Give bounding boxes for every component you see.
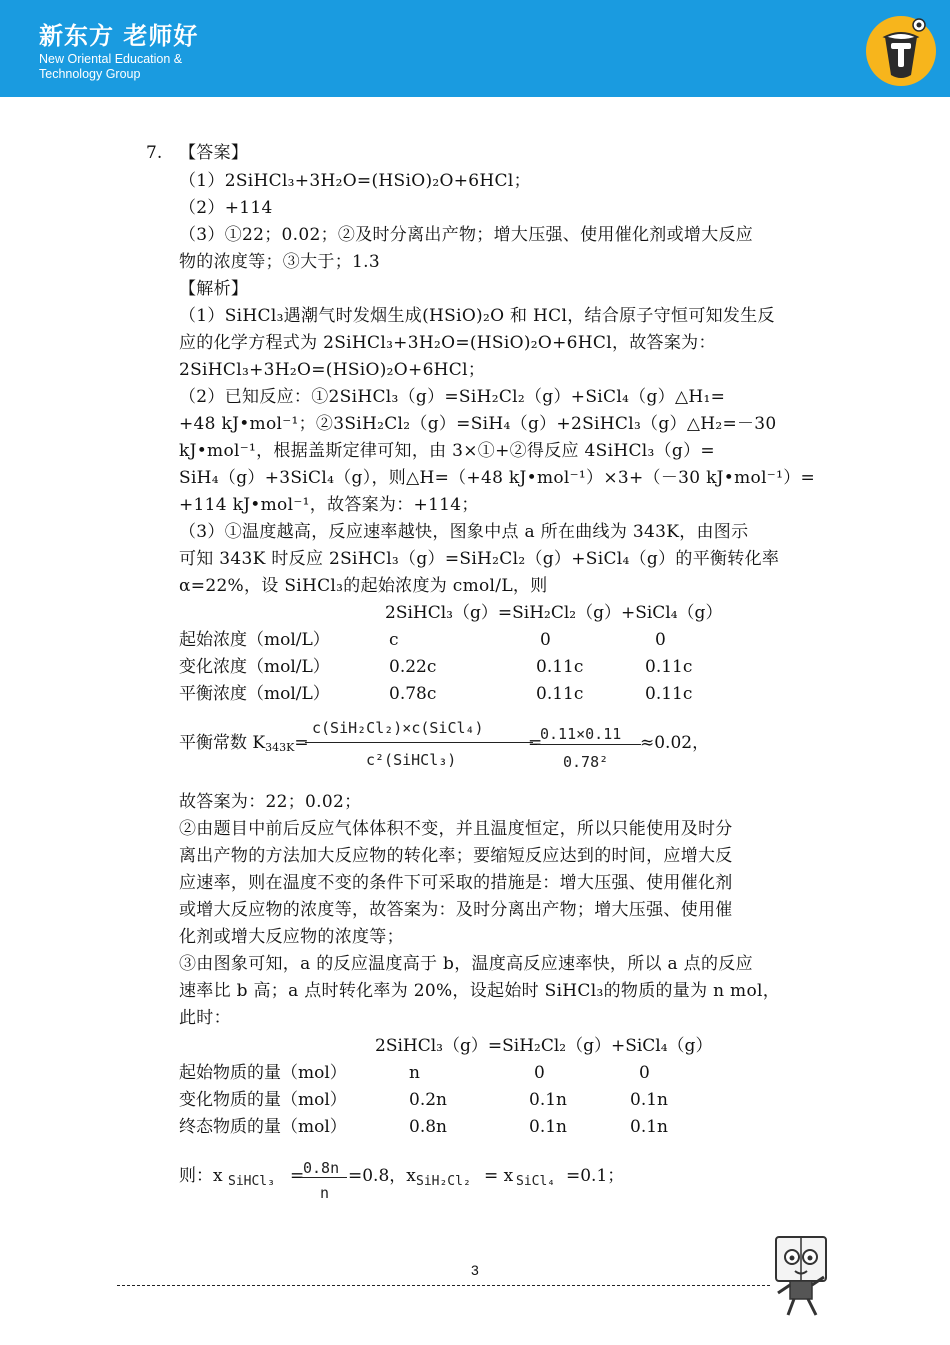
x-numerator: 0.8n — [303, 1159, 340, 1177]
answer-line-4: 物的浓度等；③大于；1.3 — [179, 252, 380, 272]
part1-line-1: （1）SiHCl₃遇潮气时发烟生成(HSiO)₂O 和 HCl，结合原子守恒可知发生反 — [179, 306, 775, 326]
mascot-icon — [770, 1233, 832, 1317]
table2-cell: 0.1n — [529, 1117, 567, 1137]
part3-line-2: 可知 343K 时反应 2SiHCl₃（g）=SiH₂Cl₂（g）+SiCl₄（g）的平衡转化率 — [179, 549, 780, 569]
x-prefix: 则：x — [179, 1166, 223, 1186]
part3b-line-5: 或增大反应物的浓度等，故答案为：及时分离出产物；增大压强、使用催 — [179, 900, 733, 920]
x-sub-1: SiHCl₃ — [228, 1174, 275, 1189]
part3b-line-8: 速率比 b 高；a 点时转化率为 20%，设起始时 SiHCl₃的物质的量为 n mol， — [179, 981, 781, 1001]
part3b-line-2: ②由题目中前后反应气体体积不变，并且温度恒定，所以只能使用及时分 — [179, 819, 733, 839]
part3b-line-6: 化剂或增大反应物的浓度等； — [179, 927, 404, 947]
table1-cell: 0 — [540, 630, 551, 650]
x-denominator: n — [320, 1184, 330, 1202]
part3b-line-4: 应速率，则在温度不变的条件下可采取的措施是：增大压强、使用催化剂 — [179, 873, 733, 893]
part3-line-1: （3）①温度越高，反应速率越快，图象中点 a 所在曲线为 343K，由图示 — [179, 522, 749, 542]
part2-line-5: +114 kJ•mol⁻¹，故答案为：+114； — [179, 495, 479, 515]
brand-english-line-2: Technology Group — [39, 67, 141, 81]
table2-cell: 0.8n — [409, 1117, 447, 1137]
table1-equation: 2SiHCl₃（g）=SiH₂Cl₂（g）+SiCl₄（g） — [385, 603, 723, 623]
table1-cell: 0.11c — [645, 657, 693, 677]
table2-row-label: 终态物质的量（mol） — [179, 1117, 347, 1137]
logo-icon — [861, 11, 941, 87]
k-numerator-1: c(SiH₂Cl₂)×c(SiCl₄) — [312, 719, 484, 737]
x-sub-2: SiH₂Cl₂ — [416, 1174, 471, 1189]
table1-cell: c — [389, 630, 399, 650]
part2-line-4: SiH₄（g）+3SiCl₄（g），则△H=（+48 kJ•mol⁻¹）×3+（－30 kJ•mol⁻¹）= — [179, 468, 816, 488]
table2-cell: 0.1n — [630, 1117, 668, 1137]
table1-cell: 0 — [655, 630, 666, 650]
table2-row-label: 起始物质的量（mol） — [179, 1063, 347, 1083]
table2-cell: 0.2n — [409, 1090, 447, 1110]
table2-cell: 0 — [534, 1063, 545, 1083]
part3b-line-3: 离出产物的方法加大反应物的转化率；要缩短反应达到的时间，应增大反 — [179, 846, 733, 866]
part2-line-1: （2）已知反应：①2SiHCl₃（g）=SiH₂Cl₂（g）+SiCl₄（g）△H₁= — [179, 387, 726, 407]
table2-cell: 0.1n — [630, 1090, 668, 1110]
answer-line-1: （1）2SiHCl₃+3H₂O=(HSiO)₂O+6HCl； — [179, 171, 531, 191]
header-banner — [0, 0, 950, 97]
x-middle: =0.8，x — [348, 1166, 416, 1186]
table2-cell: 0 — [639, 1063, 650, 1083]
k-numerator-2: 0.11×0.11 — [540, 725, 622, 743]
footer-divider — [117, 1285, 770, 1286]
page-number: 3 — [471, 1262, 479, 1278]
part2-line-2: +48 kJ•mol⁻¹；②3SiH₂Cl₂（g）=SiH₄（g）+2SiHCl₃（g）△H₂=－30 — [179, 414, 777, 434]
part3-line-3: α=22%，设 SiHCl₃的起始浓度为 cmol/L，则 — [179, 576, 548, 596]
table1-cell: 0.78c — [389, 684, 437, 704]
x-sub-3: SiCl₄ — [516, 1174, 556, 1189]
table1-row-label: 变化浓度（mol/L） — [179, 657, 330, 677]
answer-line-3: （3）①22；0.02；②及时分离出产物；增大压强、使用催化剂或增大反应 — [179, 225, 754, 245]
table1-cell: 0.11c — [645, 684, 693, 704]
x-result: =0.1； — [566, 1166, 625, 1186]
k-prefix: 平衡常数 $K_{343K}=$ — [179, 733, 309, 754]
fraction-bar — [305, 742, 533, 743]
part2-line-3: kJ•mol⁻¹，根据盖斯定律可知，由 3×①+②得反应 4SiHCl₃（g）= — [179, 441, 715, 461]
table2-row-label: 变化物质的量（mol） — [179, 1090, 347, 1110]
table1-row-label: 起始浓度（mol/L） — [179, 630, 330, 650]
table2-equation: 2SiHCl₃（g）=SiH₂Cl₂（g）+SiCl₄（g） — [375, 1036, 713, 1056]
k-result: ≈0.02， — [640, 733, 710, 753]
part3b-line-1: 故答案为：22；0.02； — [179, 792, 362, 812]
table2-cell: n — [409, 1063, 420, 1083]
fraction-bar — [301, 1177, 347, 1178]
question-number: 7. — [146, 143, 163, 163]
part1-line-2: 应的化学方程式为 2SiHCl₃+3H₂O=(HSiO)₂O+6HCl，故答案为： — [179, 333, 716, 353]
table1-cell: 0.11c — [536, 684, 584, 704]
table1-row-label: 平衡浓度（mol/L） — [179, 684, 330, 704]
answer-line-2: （2）+114 — [179, 198, 273, 218]
part3b-line-9: 此时： — [179, 1008, 231, 1028]
k-denominator-1: c²(SiHCl₃) — [366, 751, 457, 769]
table1-cell: 0.11c — [536, 657, 584, 677]
table1-cell: 0.22c — [389, 657, 437, 677]
brand-english-line-1: New Oriental Education & — [39, 52, 183, 66]
fraction-bar — [537, 744, 641, 745]
part3b-line-7: ③由图象可知，a 的反应温度高于 b，温度高反应速率快，所以 a 点的反应 — [179, 954, 753, 974]
k-equals: = — [528, 733, 543, 753]
k-denominator-2: 0.78² — [563, 753, 609, 771]
x-equals-2: = x — [484, 1166, 514, 1186]
part1-line-3: 2SiHCl₃+3H₂O=(HSiO)₂O+6HCl； — [179, 360, 486, 380]
table2-cell: 0.1n — [529, 1090, 567, 1110]
analysis-tag: 【解析】 — [179, 279, 249, 299]
brand-chinese-name: 新东方 老师好 — [39, 22, 199, 50]
answer-tag: 【答案】 — [179, 143, 249, 163]
x-equals: = — [290, 1166, 305, 1186]
